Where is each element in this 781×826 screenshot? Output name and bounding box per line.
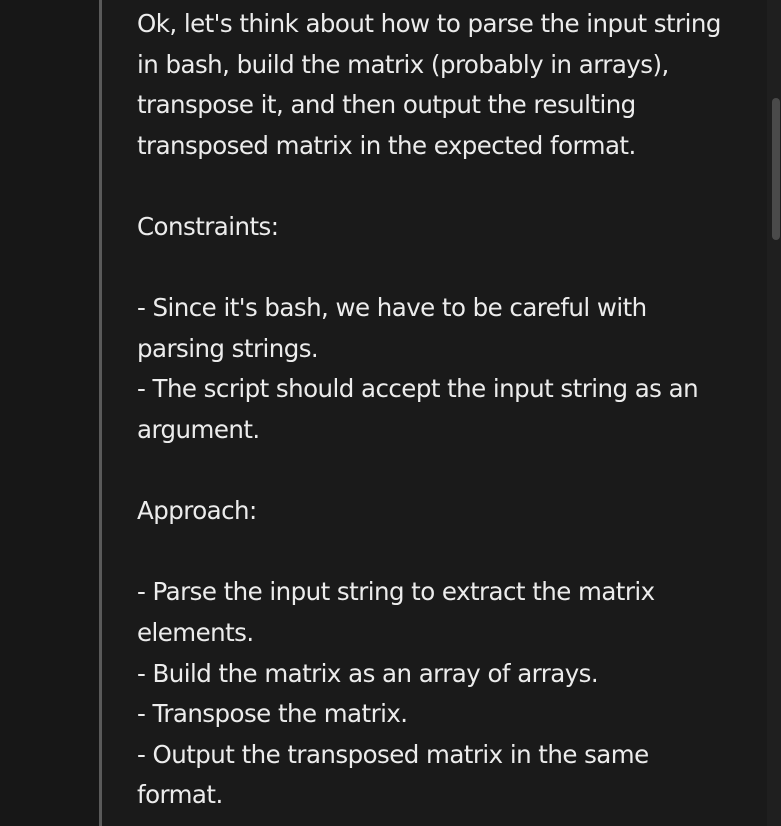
- list-item: - Build the matrix as an array of arrays.: [137, 658, 599, 688]
- blank-line: [137, 532, 757, 573]
- list-item: - Since it's bash, we have to be careful with: [137, 293, 647, 323]
- blank-line: [137, 248, 757, 289]
- blank-line: [137, 166, 757, 207]
- list-item: - Parse the input string to extract the matrix: [137, 577, 655, 607]
- text-line: in bash, build the matrix (probably in arrays),: [137, 49, 669, 79]
- approach-heading: Approach:: [137, 496, 257, 526]
- list-item-continuation: elements.: [137, 617, 254, 647]
- text-line: transposed matrix in the expected format.: [137, 130, 636, 160]
- list-item-continuation: argument.: [137, 414, 260, 444]
- blank-line: [137, 451, 757, 492]
- list-item: - Transpose the matrix.: [137, 699, 408, 729]
- list-item: - Output the transposed matrix in the same: [137, 739, 649, 769]
- constraints-heading: Constraints:: [137, 211, 279, 241]
- list-item-continuation: parsing strings.: [137, 333, 319, 363]
- left-gutter: [0, 0, 99, 826]
- text-line: Ok, let's think about how to parse the input string: [137, 9, 721, 38]
- reasoning-text: [137, 4, 757, 816]
- text-line: transpose it, and then output the resulting: [137, 90, 636, 120]
- list-item: - The script should accept the input string as an: [137, 374, 699, 404]
- scrollbar-thumb[interactable]: [772, 98, 780, 240]
- list-item-continuation: format.: [137, 780, 223, 810]
